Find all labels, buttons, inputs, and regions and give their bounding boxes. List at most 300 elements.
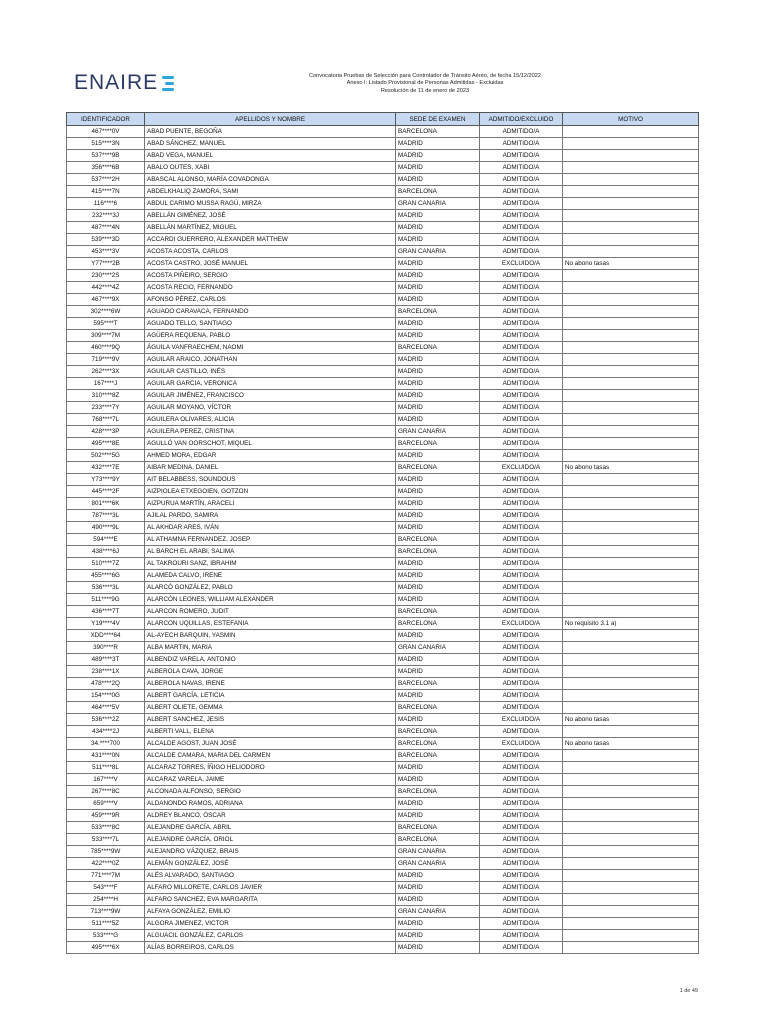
cell-sede: MADRID	[396, 222, 480, 234]
cell-nombre: ALDANONDO RAMOS, ADRIANA	[145, 798, 396, 810]
cell-estado: ADMITIDO/A	[480, 834, 563, 846]
cell-nombre: ALBERT SANCHEZ, JESIS	[145, 714, 396, 726]
cell-sede: MADRID	[396, 330, 480, 342]
cell-sede: MADRID	[396, 942, 480, 954]
table-row	[67, 666, 699, 678]
cell-nombre: ALCALDE AGOST, JUAN JOSÉ	[145, 738, 396, 750]
cell-sede: MADRID	[396, 810, 480, 822]
cell-motivo	[563, 162, 699, 174]
cell-sede: MADRID	[396, 930, 480, 942]
cell-motivo	[563, 822, 699, 834]
cell-motivo	[563, 390, 699, 402]
cell-sede: MADRID	[396, 894, 480, 906]
cell-estado: ADMITIDO/A	[480, 210, 563, 222]
cell-sede: MADRID	[396, 354, 480, 366]
cell-nombre: AFONSO PÉREZ, CARLOS	[145, 294, 396, 306]
cell-nombre: AL-AYECH BARQUIN, YASMIN	[145, 630, 396, 642]
cell-nombre: ALDREY BLANCO, ÓSCAR	[145, 810, 396, 822]
cell-nombre: AL BARCH EL ARABI, SALIMA	[145, 546, 396, 558]
cell-identificador: 267****8C	[67, 786, 145, 798]
cell-identificador: 539****3D	[67, 234, 145, 246]
cell-sede: BARCELONA	[396, 738, 480, 750]
cell-sede: BARCELONA	[396, 306, 480, 318]
table-row	[67, 678, 699, 690]
cell-identificador: 515****3N	[67, 138, 145, 150]
cell-estado: ADMITIDO/A	[480, 678, 563, 690]
cell-nombre: ALBERT GARCÍA, LETICIA	[145, 690, 396, 702]
cell-nombre: AGUILAR JIMÉNEZ, FRANCISCO	[145, 390, 396, 402]
cell-identificador: 453****3V	[67, 246, 145, 258]
cell-identificador: 309****7M	[67, 330, 145, 342]
cell-sede: MADRID	[396, 882, 480, 894]
cell-identificador: 719****9V	[67, 354, 145, 366]
cell-sede: MADRID	[396, 390, 480, 402]
cell-motivo	[563, 270, 699, 282]
cell-nombre: ALCARAZ VARELA, JAIME	[145, 774, 396, 786]
table-row	[67, 570, 699, 582]
cell-identificador: 478****2Q	[67, 678, 145, 690]
cell-motivo	[563, 594, 699, 606]
table-row	[67, 822, 699, 834]
cell-identificador: 460****9Q	[67, 342, 145, 354]
cell-estado: ADMITIDO/A	[480, 666, 563, 678]
cell-nombre: ACOSTA ACOSTA, CARLOS	[145, 246, 396, 258]
cell-nombre: AHMED MORA, EDGAR	[145, 450, 396, 462]
cell-nombre: ALCALDE CAMARA, MARIA DEL CARMEN	[145, 750, 396, 762]
cell-estado: ADMITIDO/A	[480, 810, 563, 822]
cell-identificador: 537****9B	[67, 150, 145, 162]
table-row	[67, 270, 699, 282]
cell-identificador: 356****6B	[67, 162, 145, 174]
cell-motivo	[563, 798, 699, 810]
cell-nombre: ABDUL CARIMO MUSSA RAGÚ, MIRZA	[145, 198, 396, 210]
cell-nombre: AGUILAR CASTILLO, INÉS	[145, 366, 396, 378]
cell-sede: GRAN CANARIA	[396, 426, 480, 438]
cell-estado: ADMITIDO/A	[480, 318, 563, 330]
cell-estado: ADMITIDO/A	[480, 222, 563, 234]
col-header-identificador: IDENTIFICADOR	[67, 113, 145, 126]
cell-nombre: ALEJANDRO VÁZQUEZ, BRAIS	[145, 846, 396, 858]
cell-sede: MADRID	[396, 138, 480, 150]
cell-estado: ADMITIDO/A	[480, 186, 563, 198]
cell-sede: BARCELONA	[396, 786, 480, 798]
cell-nombre: ALAMEDA CALVO, IRENE	[145, 570, 396, 582]
cell-identificador: 511****5Z	[67, 918, 145, 930]
table-row	[67, 714, 699, 726]
cell-motivo	[563, 642, 699, 654]
table-row	[67, 918, 699, 930]
table-row	[67, 798, 699, 810]
cell-identificador: 167****V	[67, 774, 145, 786]
cell-identificador: 436****7T	[67, 606, 145, 618]
cell-estado: ADMITIDO/A	[480, 882, 563, 894]
table-row	[67, 846, 699, 858]
table-row	[67, 414, 699, 426]
table-row	[67, 198, 699, 210]
cell-motivo	[563, 294, 699, 306]
cell-identificador: XDD****64	[67, 630, 145, 642]
cell-sede: BARCELONA	[396, 126, 480, 138]
table-row	[67, 354, 699, 366]
cell-nombre: AGUILAR MOYANO, VÍCTOR	[145, 402, 396, 414]
cell-motivo	[563, 786, 699, 798]
cell-identificador: 34.****700	[67, 738, 145, 750]
cell-motivo	[563, 918, 699, 930]
cell-motivo	[563, 354, 699, 366]
cell-nombre: ACOSTA RECIO, FERNANDO	[145, 282, 396, 294]
cell-nombre: ALEJANDRE GARCÍA, ABRIL	[145, 822, 396, 834]
header-line-1: Convocatoria Pruebas de Selección para Controlador de Tránsito Aéreo, de fecha 15/12/2022	[309, 73, 541, 79]
cell-identificador: 768****7L	[67, 414, 145, 426]
cell-sede: MADRID	[396, 366, 480, 378]
document-header	[270, 73, 580, 95]
cell-identificador: 495****8E	[67, 438, 145, 450]
table-row	[67, 750, 699, 762]
table-row	[67, 510, 699, 522]
cell-estado: ADMITIDO/A	[480, 150, 563, 162]
cell-sede: MADRID	[396, 570, 480, 582]
cell-nombre: ALGORA JIMENEZ, VICTOR	[145, 918, 396, 930]
cell-motivo	[563, 138, 699, 150]
table-row	[67, 522, 699, 534]
cell-sede: MADRID	[396, 714, 480, 726]
cell-motivo	[563, 318, 699, 330]
table-row	[67, 258, 699, 270]
table-row	[67, 498, 699, 510]
cell-estado: ADMITIDO/A	[480, 438, 563, 450]
cell-estado: ADMITIDO/A	[480, 390, 563, 402]
cell-motivo	[563, 378, 699, 390]
cell-sede: MADRID	[396, 486, 480, 498]
cell-estado: ADMITIDO/A	[480, 546, 563, 558]
cell-identificador: 787****3L	[67, 510, 145, 522]
cell-sede: BARCELONA	[396, 834, 480, 846]
cell-nombre: AGULLÓ VAN OORSCHOT, MIQUEL	[145, 438, 396, 450]
cell-sede: BARCELONA	[396, 438, 480, 450]
table-row	[67, 306, 699, 318]
cell-nombre: ALFARO MILLORETE, CARLOS JAVIER	[145, 882, 396, 894]
table-row	[67, 390, 699, 402]
table-row	[67, 162, 699, 174]
cell-estado: EXCLUIDO/A	[480, 738, 563, 750]
cell-sede: MADRID	[396, 522, 480, 534]
table-row	[67, 930, 699, 942]
cell-estado: ADMITIDO/A	[480, 630, 563, 642]
cell-sede: MADRID	[396, 690, 480, 702]
cell-estado: EXCLUIDO/A	[480, 462, 563, 474]
cell-identificador: 801****6K	[67, 498, 145, 510]
cell-sede: MADRID	[396, 594, 480, 606]
table-row	[67, 234, 699, 246]
cell-nombre: ACOSTA CASTRO, JOSÉ MANUEL	[145, 258, 396, 270]
table-row	[67, 594, 699, 606]
cell-motivo	[563, 834, 699, 846]
cell-motivo	[563, 750, 699, 762]
cell-motivo	[563, 450, 699, 462]
cell-nombre: ABELLÁN GIMÉNEZ, JOSÉ	[145, 210, 396, 222]
cell-identificador: 154****0G	[67, 690, 145, 702]
cell-sede: MADRID	[396, 918, 480, 930]
cell-identificador: 536****3L	[67, 582, 145, 594]
cell-nombre: ABAD PUENTE, BEGOÑA	[145, 126, 396, 138]
table-row	[67, 246, 699, 258]
cell-sede: BARCELONA	[396, 342, 480, 354]
cell-sede: GRAN CANARIA	[396, 906, 480, 918]
cell-estado: ADMITIDO/A	[480, 426, 563, 438]
logo-lines-icon	[162, 76, 174, 91]
cell-sede: MADRID	[396, 258, 480, 270]
cell-identificador: 230****2S	[67, 270, 145, 282]
table-row	[67, 630, 699, 642]
table-row	[67, 870, 699, 882]
cell-sede: MADRID	[396, 510, 480, 522]
cell-sede: BARCELONA	[396, 678, 480, 690]
cell-identificador: 445****2F	[67, 486, 145, 498]
cell-nombre: AIZPURUA MARTÍN, ARACELI	[145, 498, 396, 510]
cell-sede: BARCELONA	[396, 702, 480, 714]
cell-sede: MADRID	[396, 282, 480, 294]
cell-sede: GRAN CANARIA	[396, 246, 480, 258]
cell-motivo	[563, 870, 699, 882]
cell-nombre: AJILAL PARDO, SAMIRA	[145, 510, 396, 522]
cell-motivo	[563, 570, 699, 582]
cell-identificador: 533****7L	[67, 834, 145, 846]
cell-nombre: ALÉS ALVARADO, SANTIAGO	[145, 870, 396, 882]
cell-nombre: AGUILAR GARCIA, VERONICA	[145, 378, 396, 390]
cell-sede: BARCELONA	[396, 462, 480, 474]
cell-motivo	[563, 654, 699, 666]
table-row	[67, 558, 699, 570]
cell-nombre: AIBAR MEDINA, DANIEL	[145, 462, 396, 474]
cell-estado: ADMITIDO/A	[480, 702, 563, 714]
table-row	[67, 282, 699, 294]
cell-sede: MADRID	[396, 474, 480, 486]
cell-identificador: Y19****4V	[67, 618, 145, 630]
cell-nombre: AL ATHAMNA FERNANDEZ, JOSEP	[145, 534, 396, 546]
cell-motivo: No abono tasas	[563, 738, 699, 750]
cell-identificador: Y77****2B	[67, 258, 145, 270]
cell-identificador: 467****9X	[67, 294, 145, 306]
cell-estado: ADMITIDO/A	[480, 354, 563, 366]
cell-estado: ADMITIDO/A	[480, 414, 563, 426]
cell-sede: MADRID	[396, 174, 480, 186]
cell-estado: ADMITIDO/A	[480, 486, 563, 498]
cell-estado: ADMITIDO/A	[480, 762, 563, 774]
cell-identificador: 536****2Z	[67, 714, 145, 726]
cell-motivo	[563, 702, 699, 714]
table-row	[67, 942, 699, 954]
cell-estado: ADMITIDO/A	[480, 294, 563, 306]
cell-motivo	[563, 882, 699, 894]
cell-estado: ADMITIDO/A	[480, 798, 563, 810]
table-row	[67, 534, 699, 546]
table-row	[67, 438, 699, 450]
header-line-3: Resolución de 11 de enero de 2023	[380, 87, 470, 94]
cell-nombre: AGUADO CARAVACA, FERNANDO	[145, 306, 396, 318]
cell-identificador: 502****5G	[67, 450, 145, 462]
table-row	[67, 378, 699, 390]
cell-identificador: 254****H	[67, 894, 145, 906]
cell-nombre: ABASCAL ALONSO, MARÍA COVADONGA	[145, 174, 396, 186]
cell-estado: EXCLUIDO/A	[480, 258, 563, 270]
cell-sede: MADRID	[396, 774, 480, 786]
table-row	[67, 366, 699, 378]
cell-identificador: 533****G	[67, 930, 145, 942]
cell-nombre: ACCARDI GUERRERO, ALEXANDER MATTHEW	[145, 234, 396, 246]
cell-identificador: 428****3P	[67, 426, 145, 438]
cell-motivo	[563, 246, 699, 258]
logo-wordmark: ENAIRE	[74, 71, 159, 94]
cell-nombre: ALBENDIZ VARELA, ANTONIO	[145, 654, 396, 666]
cell-motivo	[563, 210, 699, 222]
cell-sede: MADRID	[396, 498, 480, 510]
cell-sede: GRAN CANARIA	[396, 858, 480, 870]
table-row	[67, 150, 699, 162]
cell-nombre: ABALO OUTES, XABI	[145, 162, 396, 174]
cell-identificador: 510****7Z	[67, 558, 145, 570]
header-line-2: Anexo I: Listado Provisional de Personas Admitidas - Excluidas	[346, 80, 504, 87]
col-header-apellidos: APELLIDOS Y NOMBRE	[145, 113, 396, 126]
table-header-row	[67, 113, 699, 126]
cell-nombre: ABAD SÁNCHEZ, MANUEL	[145, 138, 396, 150]
col-header-sede: SEDE DE EXAMEN	[396, 113, 480, 126]
cell-motivo	[563, 930, 699, 942]
cell-sede: GRAN CANARIA	[396, 198, 480, 210]
cell-sede: MADRID	[396, 318, 480, 330]
table-row	[67, 690, 699, 702]
cell-nombre: AGUILERA PEREZ, CRISTINA	[145, 426, 396, 438]
cell-motivo	[563, 858, 699, 870]
table-row	[67, 618, 699, 630]
cell-identificador: 233****7Y	[67, 402, 145, 414]
cell-sede: BARCELONA	[396, 186, 480, 198]
cell-estado: ADMITIDO/A	[480, 558, 563, 570]
cell-sede: MADRID	[396, 414, 480, 426]
cell-motivo	[563, 666, 699, 678]
col-header-motivo: MOTIVO	[563, 113, 699, 126]
cell-sede: BARCELONA	[396, 534, 480, 546]
cell-identificador: 713****9W	[67, 906, 145, 918]
cell-nombre: AL TAKROURI SANZ, IBRAHIM	[145, 558, 396, 570]
cell-nombre: ALARCÓ GONZÁLEZ, PABLO	[145, 582, 396, 594]
cell-nombre: ABELLÁN MARTÍNEZ, MIGUEL	[145, 222, 396, 234]
cell-estado: ADMITIDO/A	[480, 822, 563, 834]
cell-estado: ADMITIDO/A	[480, 450, 563, 462]
cell-estado: ADMITIDO/A	[480, 402, 563, 414]
cell-nombre: ALBEROLA NAVAS, IRENE	[145, 678, 396, 690]
cell-sede: MADRID	[396, 630, 480, 642]
table-row	[67, 210, 699, 222]
table-row	[67, 126, 699, 138]
table-row	[67, 834, 699, 846]
cell-motivo	[563, 150, 699, 162]
cell-estado: ADMITIDO/A	[480, 918, 563, 930]
cell-nombre: ALBEROLA CAVA, JORGE	[145, 666, 396, 678]
cell-motivo	[563, 330, 699, 342]
cell-estado: ADMITIDO/A	[480, 366, 563, 378]
cell-nombre: ALARCÓN LEONES, WILLIAM ALEXANDER	[145, 594, 396, 606]
cell-motivo	[563, 198, 699, 210]
table-row	[67, 486, 699, 498]
table-row	[67, 222, 699, 234]
cell-motivo	[563, 510, 699, 522]
cell-motivo	[563, 174, 699, 186]
cell-sede: MADRID	[396, 558, 480, 570]
cell-identificador: 785****9W	[67, 846, 145, 858]
cell-motivo	[563, 726, 699, 738]
cell-estado: ADMITIDO/A	[480, 642, 563, 654]
cell-sede: MADRID	[396, 294, 480, 306]
table-row	[67, 762, 699, 774]
table-row	[67, 342, 699, 354]
cell-identificador: 771****7M	[67, 870, 145, 882]
table-row	[67, 702, 699, 714]
cell-motivo	[563, 282, 699, 294]
cell-nombre: ALCARAZ TORRES, ÍÑIGO HELIODORO	[145, 762, 396, 774]
cell-motivo: No abono tasas	[563, 462, 699, 474]
cell-identificador: 434****2J	[67, 726, 145, 738]
cell-estado: ADMITIDO/A	[480, 774, 563, 786]
table-row	[67, 882, 699, 894]
cell-sede: MADRID	[396, 234, 480, 246]
cell-nombre: ALBERTI VALL, ELENA	[145, 726, 396, 738]
cell-identificador: 537****2H	[67, 174, 145, 186]
cell-nombre: ALARCON UQUILLAS, ESTEFANIA	[145, 618, 396, 630]
cell-identificador: 422****0Z	[67, 858, 145, 870]
cell-identificador: 262****3X	[67, 366, 145, 378]
enaire-logo	[74, 70, 174, 96]
cell-identificador: 167****J	[67, 378, 145, 390]
cell-identificador: 442****4Z	[67, 282, 145, 294]
cell-identificador: 455****6G	[67, 570, 145, 582]
cell-motivo	[563, 762, 699, 774]
cell-motivo	[563, 906, 699, 918]
cell-sede: MADRID	[396, 162, 480, 174]
cell-motivo	[563, 186, 699, 198]
table-row	[67, 546, 699, 558]
cell-identificador: 432****7E	[67, 462, 145, 474]
cell-nombre: AGÜERA REQUENA, PABLO	[145, 330, 396, 342]
cell-motivo	[563, 846, 699, 858]
cell-sede: MADRID	[396, 798, 480, 810]
cell-sede: MADRID	[396, 582, 480, 594]
cell-motivo	[563, 426, 699, 438]
cell-nombre: ALFAYA GONZÁLEZ, EMILIO	[145, 906, 396, 918]
cell-motivo	[563, 630, 699, 642]
cell-nombre: AIT BELABBESS, SOUNDOUS	[145, 474, 396, 486]
cell-motivo	[563, 474, 699, 486]
cell-estado: ADMITIDO/A	[480, 726, 563, 738]
table-row	[67, 774, 699, 786]
cell-identificador: 594****E	[67, 534, 145, 546]
cell-motivo	[563, 942, 699, 954]
cell-motivo	[563, 126, 699, 138]
cell-estado: ADMITIDO/A	[480, 690, 563, 702]
table-row	[67, 330, 699, 342]
cell-motivo	[563, 222, 699, 234]
cell-identificador: 511****8L	[67, 762, 145, 774]
cell-identificador: Y73****9Y	[67, 474, 145, 486]
cell-nombre: AGUILAR ARAICO, JONATHAN	[145, 354, 396, 366]
cell-sede: MADRID	[396, 762, 480, 774]
cell-motivo: No abono tasas	[563, 258, 699, 270]
cell-identificador: 511****9G	[67, 594, 145, 606]
cell-estado: ADMITIDO/A	[480, 174, 563, 186]
cell-motivo: No requisito 3.1 a)	[563, 618, 699, 630]
cell-motivo	[563, 582, 699, 594]
table-row	[67, 906, 699, 918]
cell-estado: ADMITIDO/A	[480, 342, 563, 354]
